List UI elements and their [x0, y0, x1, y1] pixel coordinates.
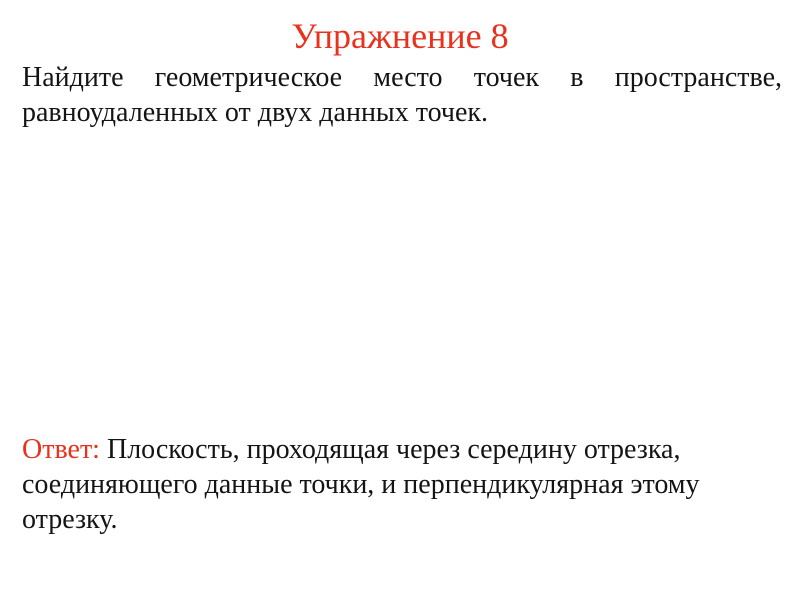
answer-text: Плоскость, проходящая через середину отрезка, соединяющего данные точки, и перпендикулярная этому отрезку. [22, 434, 700, 535]
answer-label: Ответ: [22, 434, 100, 465]
answer-block [22, 432, 782, 537]
slide-title: Упражнение 8 [291, 16, 509, 56]
task-text: Найдите геометрическое место точек в пространстве, равноудаленных от двух данных точек. [22, 62, 782, 128]
